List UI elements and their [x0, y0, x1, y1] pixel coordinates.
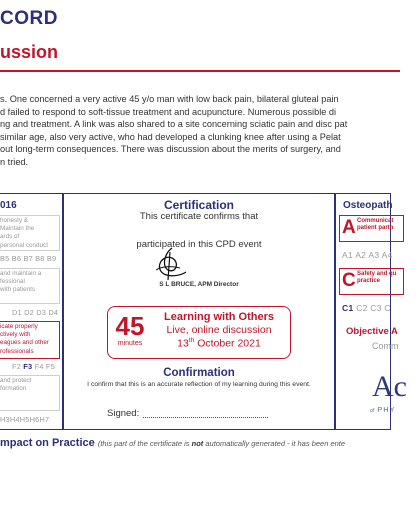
academy-logo: Ac: [372, 370, 407, 403]
practice-line: Safety and qu: [357, 271, 397, 277]
signer-name: S L BRUCE, APM Director: [159, 281, 239, 288]
practice-line: practice: [357, 278, 381, 284]
practice-code: C2: [356, 303, 368, 313]
impact-note-bold: not: [191, 439, 204, 448]
summary-line: d failed to respond to soft-tissue treatment and acupuncture. Numerous possible di: [0, 106, 337, 117]
standard-line: honesty &: [0, 217, 29, 224]
certification-heading: Certification: [163, 198, 234, 212]
practice-line: Communicat: [357, 218, 394, 224]
standard-code: D2: [24, 308, 34, 317]
impact-note-before: (this part of the certificate is: [97, 439, 192, 448]
practice-letter: C: [342, 270, 356, 291]
standard-line: formation: [0, 385, 27, 393]
frame-divider-right: [334, 193, 336, 430]
standard-codes-f: [12, 362, 55, 371]
standard-line: rofessionals: [0, 347, 34, 355]
practice-box-a: [339, 215, 404, 242]
logo-sub-text: PHY: [374, 405, 396, 414]
practice-codes-c: [342, 303, 391, 313]
practice-code: A4: [381, 250, 393, 260]
minutes-value: 45: [115, 311, 145, 341]
practice-code: A2: [355, 250, 367, 260]
practice-line: patient partn: [357, 225, 394, 231]
standard-box-h: [0, 375, 60, 411]
summary-line: ng and treatment. A link was also shared to a site concerning sciatic pain and disc pat: [0, 119, 348, 129]
standard-line: Maintain the: [0, 225, 35, 233]
objective-value: Comm: [372, 341, 399, 351]
practice-code: A1: [342, 250, 353, 260]
practice-code: A3: [368, 250, 380, 260]
activity-mode: Live, online discussion: [166, 324, 272, 336]
standard-box-d: [0, 268, 60, 304]
standard-code: D1: [12, 308, 22, 317]
standard-code: B6: [11, 254, 22, 263]
signed-label: Signed:: [107, 408, 140, 419]
standard-code: D3: [36, 308, 47, 317]
objective-heading: Objective A: [346, 326, 398, 337]
standard-code: F4: [34, 362, 44, 371]
practice-code: C: [384, 303, 391, 313]
date-day: 13: [177, 337, 189, 350]
standard-codes-d: [12, 308, 58, 317]
standard-line: icate properly: [0, 323, 38, 330]
certification-subtitle: This certificate confirms that: [139, 211, 259, 222]
confirmation-text: I confirm that this is an accurate reflection of my learning during this event.: [87, 381, 311, 388]
header-divider: [0, 70, 400, 72]
practice-text: [357, 218, 393, 232]
standard-code: B9: [46, 254, 57, 263]
standard-line: personal conduct: [0, 241, 48, 249]
standard-code: H5: [19, 415, 30, 424]
summary-line: s. One concerned a very active 45 y/o man with low back pain, bilateral gluteal pain: [0, 94, 339, 104]
standard-line: ards of: [0, 233, 20, 241]
discussion-summary: [0, 93, 420, 168]
participation-text: participated in this CPD event: [136, 239, 262, 250]
logo-sub-small: of: [370, 408, 375, 414]
impact-note-after: automatically generated - it has been ente: [203, 439, 346, 448]
practice-letter: A: [342, 217, 356, 238]
practice-text: [357, 271, 396, 285]
standard-line: and protect: [0, 377, 32, 384]
director-signature: [150, 246, 190, 282]
practice-box-c: [339, 268, 404, 295]
confirmation-heading: Confirmation: [163, 367, 235, 379]
standard-code: B8: [35, 254, 45, 263]
practice-code: C3: [370, 303, 382, 313]
standard-code: B5: [0, 254, 10, 263]
standard-line: fessional: [0, 278, 25, 286]
standard-code: D4: [48, 308, 59, 317]
standard-line: and maintain a: [0, 270, 42, 277]
osteopathic-practice-heading: Osteopath: [343, 200, 393, 211]
standard-line: with patients: [0, 286, 36, 294]
standard-code: H4: [9, 415, 20, 424]
signature-line: [143, 417, 268, 418]
standard-code: F2: [12, 362, 22, 371]
standard-code: H7: [39, 415, 50, 424]
activity-title: Learning with Others: [163, 311, 274, 323]
minutes-label: minutes: [117, 340, 143, 347]
summary-line: similar age, also very active, who had developed a clunking knee after using a Pelat: [0, 131, 341, 142]
standard-box-b: [0, 215, 60, 251]
frame-divider-left: [62, 193, 64, 430]
page-title: CORD: [0, 8, 58, 29]
standard-code: H3: [0, 415, 10, 424]
date-suffix: th: [188, 337, 195, 344]
summary-line: out long-term consequences. There was discussion about the merits of surgery, and: [0, 144, 341, 154]
practice-code-selected: C1: [342, 303, 354, 313]
standard-codes-b: [0, 254, 56, 263]
standard-code: F5: [45, 362, 55, 371]
impact-note: [98, 439, 345, 448]
summary-line: n tried.: [0, 156, 29, 167]
standard-box-f: [0, 321, 60, 359]
impact-title: mpact on Practice: [0, 437, 95, 449]
standards-code-heading: 016: [0, 200, 17, 211]
standard-code-selected: F3: [23, 362, 33, 371]
practice-codes-a: [342, 250, 393, 260]
standard-code: B7: [23, 254, 33, 263]
page-subtitle: ussion: [0, 42, 59, 62]
standard-code: H6: [29, 415, 40, 424]
date-rest: October 2021: [194, 337, 261, 350]
standard-line: eagues and other: [0, 339, 50, 347]
academy-logo-subtitle: [370, 405, 396, 414]
impact-heading: [0, 437, 345, 449]
standard-line: ctively with: [0, 331, 31, 339]
activity-date: [150, 337, 288, 350]
standard-codes-h: [0, 415, 49, 424]
